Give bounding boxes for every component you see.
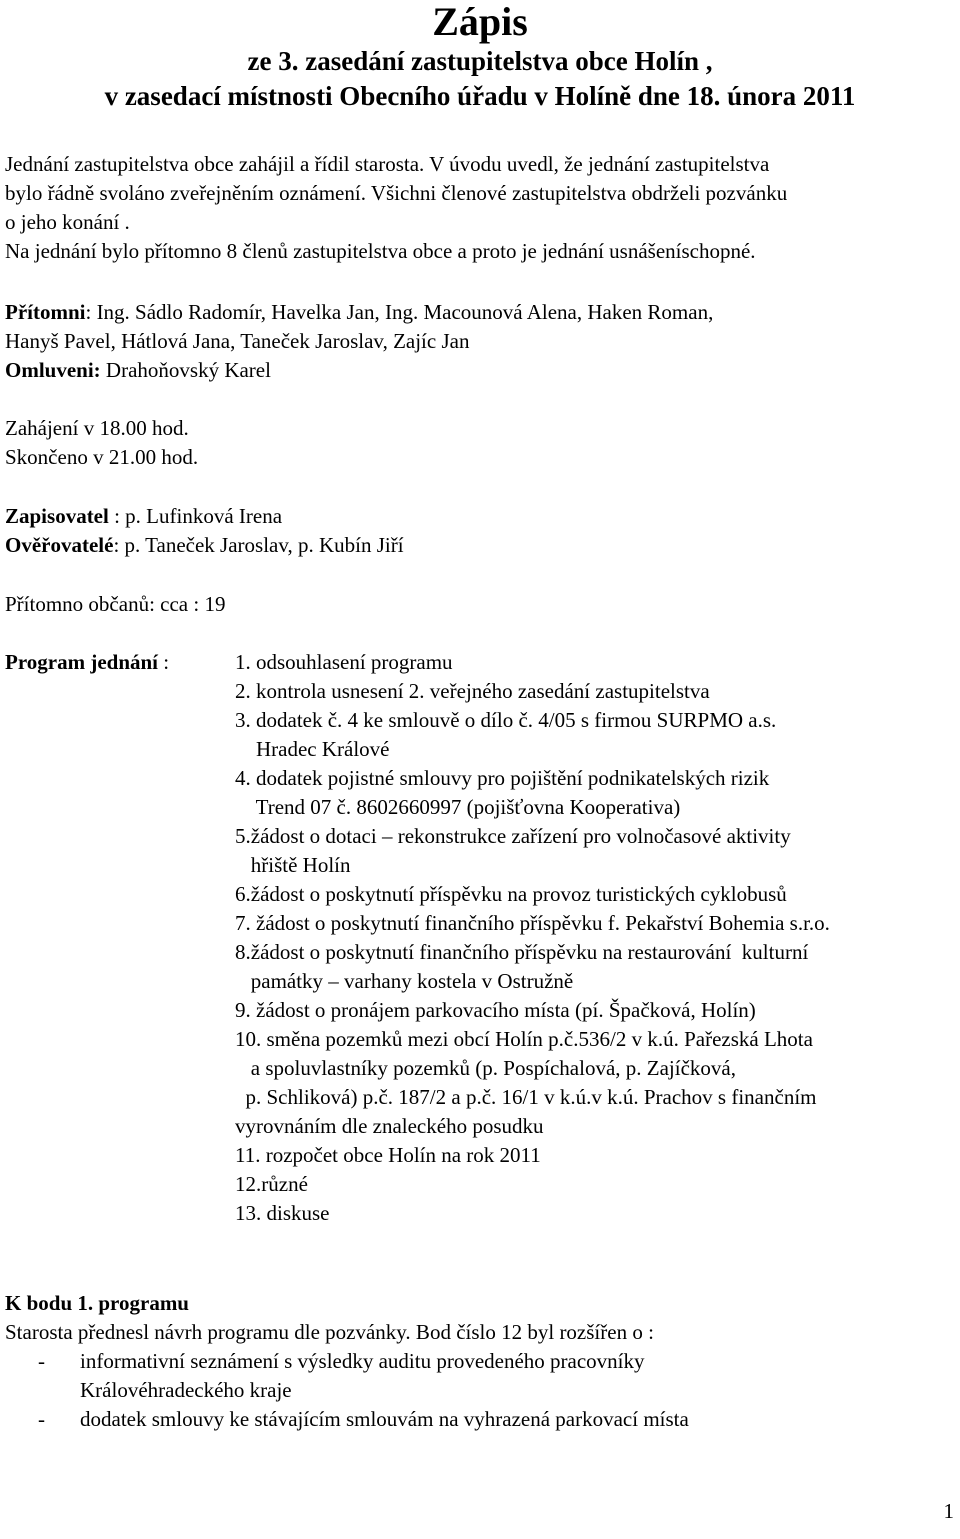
citizens-section [5, 590, 955, 619]
recorder-line [5, 502, 955, 531]
program-item: a spoluvlastníky pozemků (p. Pospíchalová, p. Zajíčková, [235, 1056, 736, 1080]
bullet-line: Královéhradeckého kraje [80, 1378, 292, 1402]
program-item: 4. dodatek pojistné smlouvy pro pojištění podnikatelských rizik [235, 766, 770, 790]
section-1-heading: K bodu 1. programu [5, 1291, 189, 1315]
verifiers-label: Ověřovatelé [5, 533, 114, 557]
present-names: : Ing. Sádlo Radomír, Havelka Jan, Ing. Macounová Alena, Haken Roman, [85, 300, 714, 324]
recorder-label: Zapisovatel [5, 504, 109, 528]
program-item: 8.žádost o poskytnutí finančního příspěvku na restaurování kulturní [235, 940, 809, 964]
program-item: 7. žádost o poskytnutí finančního příspěvku f. Pekařství Bohemia s.r.o. [235, 911, 830, 935]
excused-line [5, 356, 955, 385]
end-time: Skončeno v 21.00 hod. [5, 445, 199, 469]
program-item: 6.žádost o poskytnutí příspěvku na provoz turistických cyklobusů [235, 882, 787, 906]
program-item: 3. dodatek č. 4 ke smlouvě o dílo č. 4/05 s firmou SURPMO a.s. [235, 708, 777, 732]
program-label-suffix: : [158, 650, 170, 674]
verifiers-line [5, 531, 955, 560]
program-item: 12.různé [235, 1172, 308, 1196]
bullet-line: dodatek smlouvy ke stávajícím smlouvám na vyhrazená parkovací místa [80, 1407, 689, 1431]
program-item: 2. kontrola usnesení 2. veřejného zasedání zastupitelstva [235, 679, 710, 703]
excused-names: Drahoňovský Karel [100, 358, 271, 382]
bullet-item [5, 1347, 955, 1405]
program-list [235, 648, 955, 1228]
recorder-value: : p. Lufinková Irena [108, 504, 283, 528]
intro-line: Jednání zastupitelstva obce zahájil a řídil starosta. V úvodu uvedl, že jednání zastupitelstva [5, 152, 770, 176]
page-number: 1 [943, 1499, 954, 1523]
program-item: 9. žádost o pronájem parkovacího místa (pí. Špačková, Holín) [235, 998, 756, 1022]
program-item: 10. směna pozemků mezi obcí Holín p.č.536/2 v k.ú. Pařezská Lhota [235, 1027, 813, 1051]
program-item: 5.žádost o dotaci – rekonstrukce zařízení pro volnočasové aktivity [235, 824, 791, 848]
section-1 [5, 1289, 955, 1434]
program-item: památky – varhany kostela v Ostružně [235, 969, 574, 993]
program-item: Hradec Králové [235, 737, 390, 761]
intro-paragraph [5, 150, 955, 266]
verifiers-value: : p. Taneček Jaroslav, p. Kubín Jiří [113, 533, 404, 557]
document-subtitle-line1: ze 3. zasedání zastupitelstva obce Holín , [247, 46, 713, 76]
program-item: 11. rozpočet obce Holín na rok 2011 [235, 1143, 541, 1167]
bullet-item [5, 1405, 955, 1434]
present-names-cont: Hanyš Pavel, Hátlová Jana, Taneček Jaroslav, Zajíc Jan [5, 329, 470, 353]
citizens-count: Přítomno občanů: cca : 19 [5, 592, 226, 616]
intro-line: Na jednání bylo přítomno 8 členů zastupitelstva obce a proto je jednání usnášeníschopné. [5, 239, 756, 263]
program-item: Trend 07 č. 8602660997 (pojišťovna Kooperativa) [235, 795, 681, 819]
attendance-section [5, 298, 955, 385]
program-item: vyrovnáním dle znaleckého posudku [235, 1114, 544, 1138]
excused-label: Omluveni: [5, 358, 101, 382]
section-1-text: Starosta přednesl návrh programu dle pozvánky. Bod číslo 12 byl rozšířen o : [5, 1320, 654, 1344]
bullet-dash: - [38, 1407, 45, 1431]
present-label: Přítomni [5, 300, 86, 324]
program-item: hřiště Holín [235, 853, 351, 877]
bullet-text [80, 1347, 645, 1405]
program-item: 1. odsouhlasení programu [235, 650, 453, 674]
bullet-dash: - [38, 1349, 45, 1373]
document-header [5, 0, 955, 114]
document-subtitle-line2: v zasedací místnosti Obecního úřadu v Holíně dne 18. února 2011 [104, 81, 856, 111]
times-section [5, 414, 955, 472]
program-item: 13. diskuse [235, 1201, 330, 1225]
document-title: Zápis [432, 0, 528, 44]
roles-section [5, 502, 955, 560]
program-label: Program jednání [5, 650, 159, 674]
intro-line: o jeho konání . [5, 210, 130, 234]
start-time: Zahájení v 18.00 hod. [5, 416, 189, 440]
present-line [5, 298, 955, 327]
bullet-line: informativní seznámení s výsledky auditu provedeného pracovníky [80, 1349, 645, 1373]
intro-line: bylo řádně svoláno zveřejněním oznámení. Všichni členové zastupitelstva obdrželi pozvánku [5, 181, 788, 205]
program-item: p. Schliková) p.č. 187/2 a p.č. 16/1 v k.ú.v k.ú. Prachov s finančním [235, 1085, 817, 1109]
